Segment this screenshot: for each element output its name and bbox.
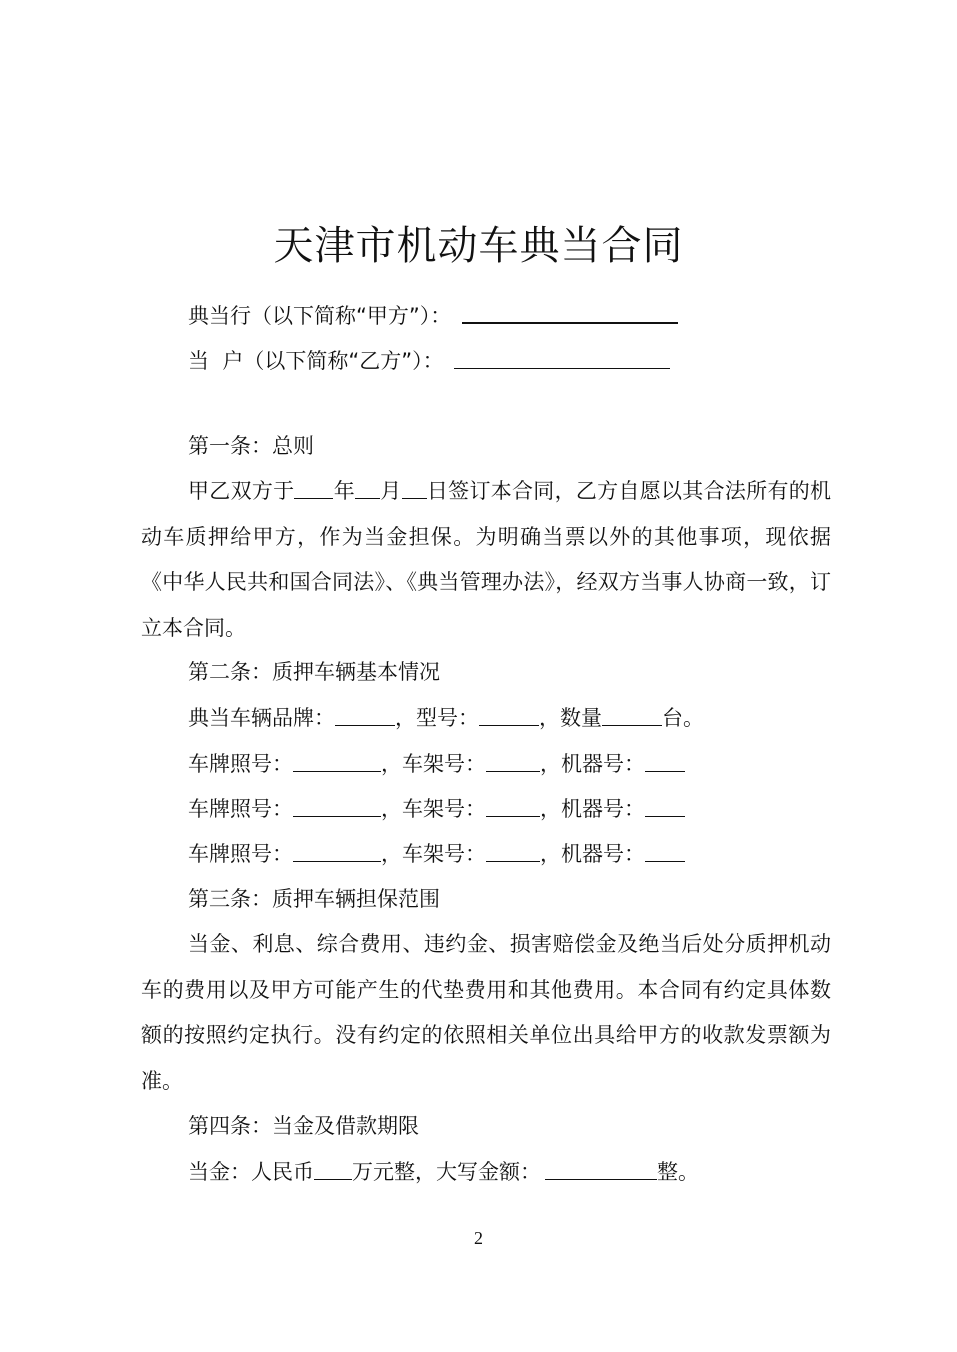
frame-blank [486,753,540,772]
article1-text-4: 日签订本合同，乙方自愿以其合法所有的机动车质押给甲方，作为当金担保。为明确当票以外的其他事项，现依据《中华人民共和国合同法》、《典当管理办法》，经双方当事人协商一致，订立本合同。 [141,479,832,640]
loan-amount-text-2: 万元整，大写金额： [352,1160,541,1184]
article4-heading: 第四条：当金及借款期限 [188,1114,419,1138]
plate-label: 车牌照号： [188,842,293,866]
engine-label: ，机器号： [540,842,645,866]
party-a-line [188,300,678,332]
article3-body: 当金、利息、综合费用、违约金、损害赔偿金及绝当后处分质押机动车的费用以及甲方可能产生的代垫费用和其他费用。本合同有约定具体数额的按照约定执行。没有约定的依照相关单位出具给甲方的收款发票额为准。 [141,932,831,1093]
brand-blank [335,707,395,726]
plate-label: 车牌照号： [188,752,293,776]
article1-text-2: 年 [333,479,356,503]
year-blank [294,480,333,499]
engine-blank [645,753,685,772]
party-b-line [188,345,670,377]
party-b-label: 当 户（以下简称“乙方”）： [188,349,444,373]
article1-body [141,469,831,651]
frame-blank [486,798,540,817]
plate-label: 车牌照号： [188,797,293,821]
party-a-label: 典当行（以下简称“甲方”）： [188,304,452,328]
engine-label: ，机器号： [540,797,645,821]
quantity-blank [602,707,662,726]
plate-blank [293,798,381,817]
month-blank [355,480,380,499]
frame-label: ，车架号： [381,842,486,866]
frame-label: ，车架号： [381,752,486,776]
vehicle-row [188,793,685,825]
contract-title: 天津市机动车典当合同 [273,223,684,269]
page-number: 2 [474,1228,483,1248]
unit-label: 台。 [662,706,704,730]
vehicle-row [188,838,685,870]
article2-heading: 第二条：质押车辆基本情况 [188,660,440,684]
loan-amount-text-3: 整。 [657,1160,699,1184]
engine-blank [645,843,685,862]
loan-amount-line [188,1156,699,1188]
model-label: ，型号： [395,706,479,730]
quantity-label: ，数量 [539,706,602,730]
amount-uppercase-blank [545,1161,657,1180]
party-b-blank [454,350,670,369]
amount-blank [314,1161,352,1180]
vehicle-row [188,748,685,780]
model-blank [479,707,539,726]
plate-blank [293,843,381,862]
brand-line [188,702,704,734]
day-blank [402,480,427,499]
frame-label: ，车架号： [381,797,486,821]
article1-heading: 第一条：总则 [188,434,314,458]
party-a-blank [462,304,678,324]
brand-label: 典当车辆品牌： [188,706,335,730]
engine-blank [645,798,685,817]
loan-amount-text-1: 当金：人民币 [188,1160,314,1184]
article3-heading: 第三条：质押车辆担保范围 [188,887,440,911]
plate-blank [293,753,381,772]
article1-text-1: 甲乙双方于 [188,479,295,503]
engine-label: ，机器号： [540,752,645,776]
frame-blank [486,843,540,862]
article1-text-3: 月 [380,479,402,503]
